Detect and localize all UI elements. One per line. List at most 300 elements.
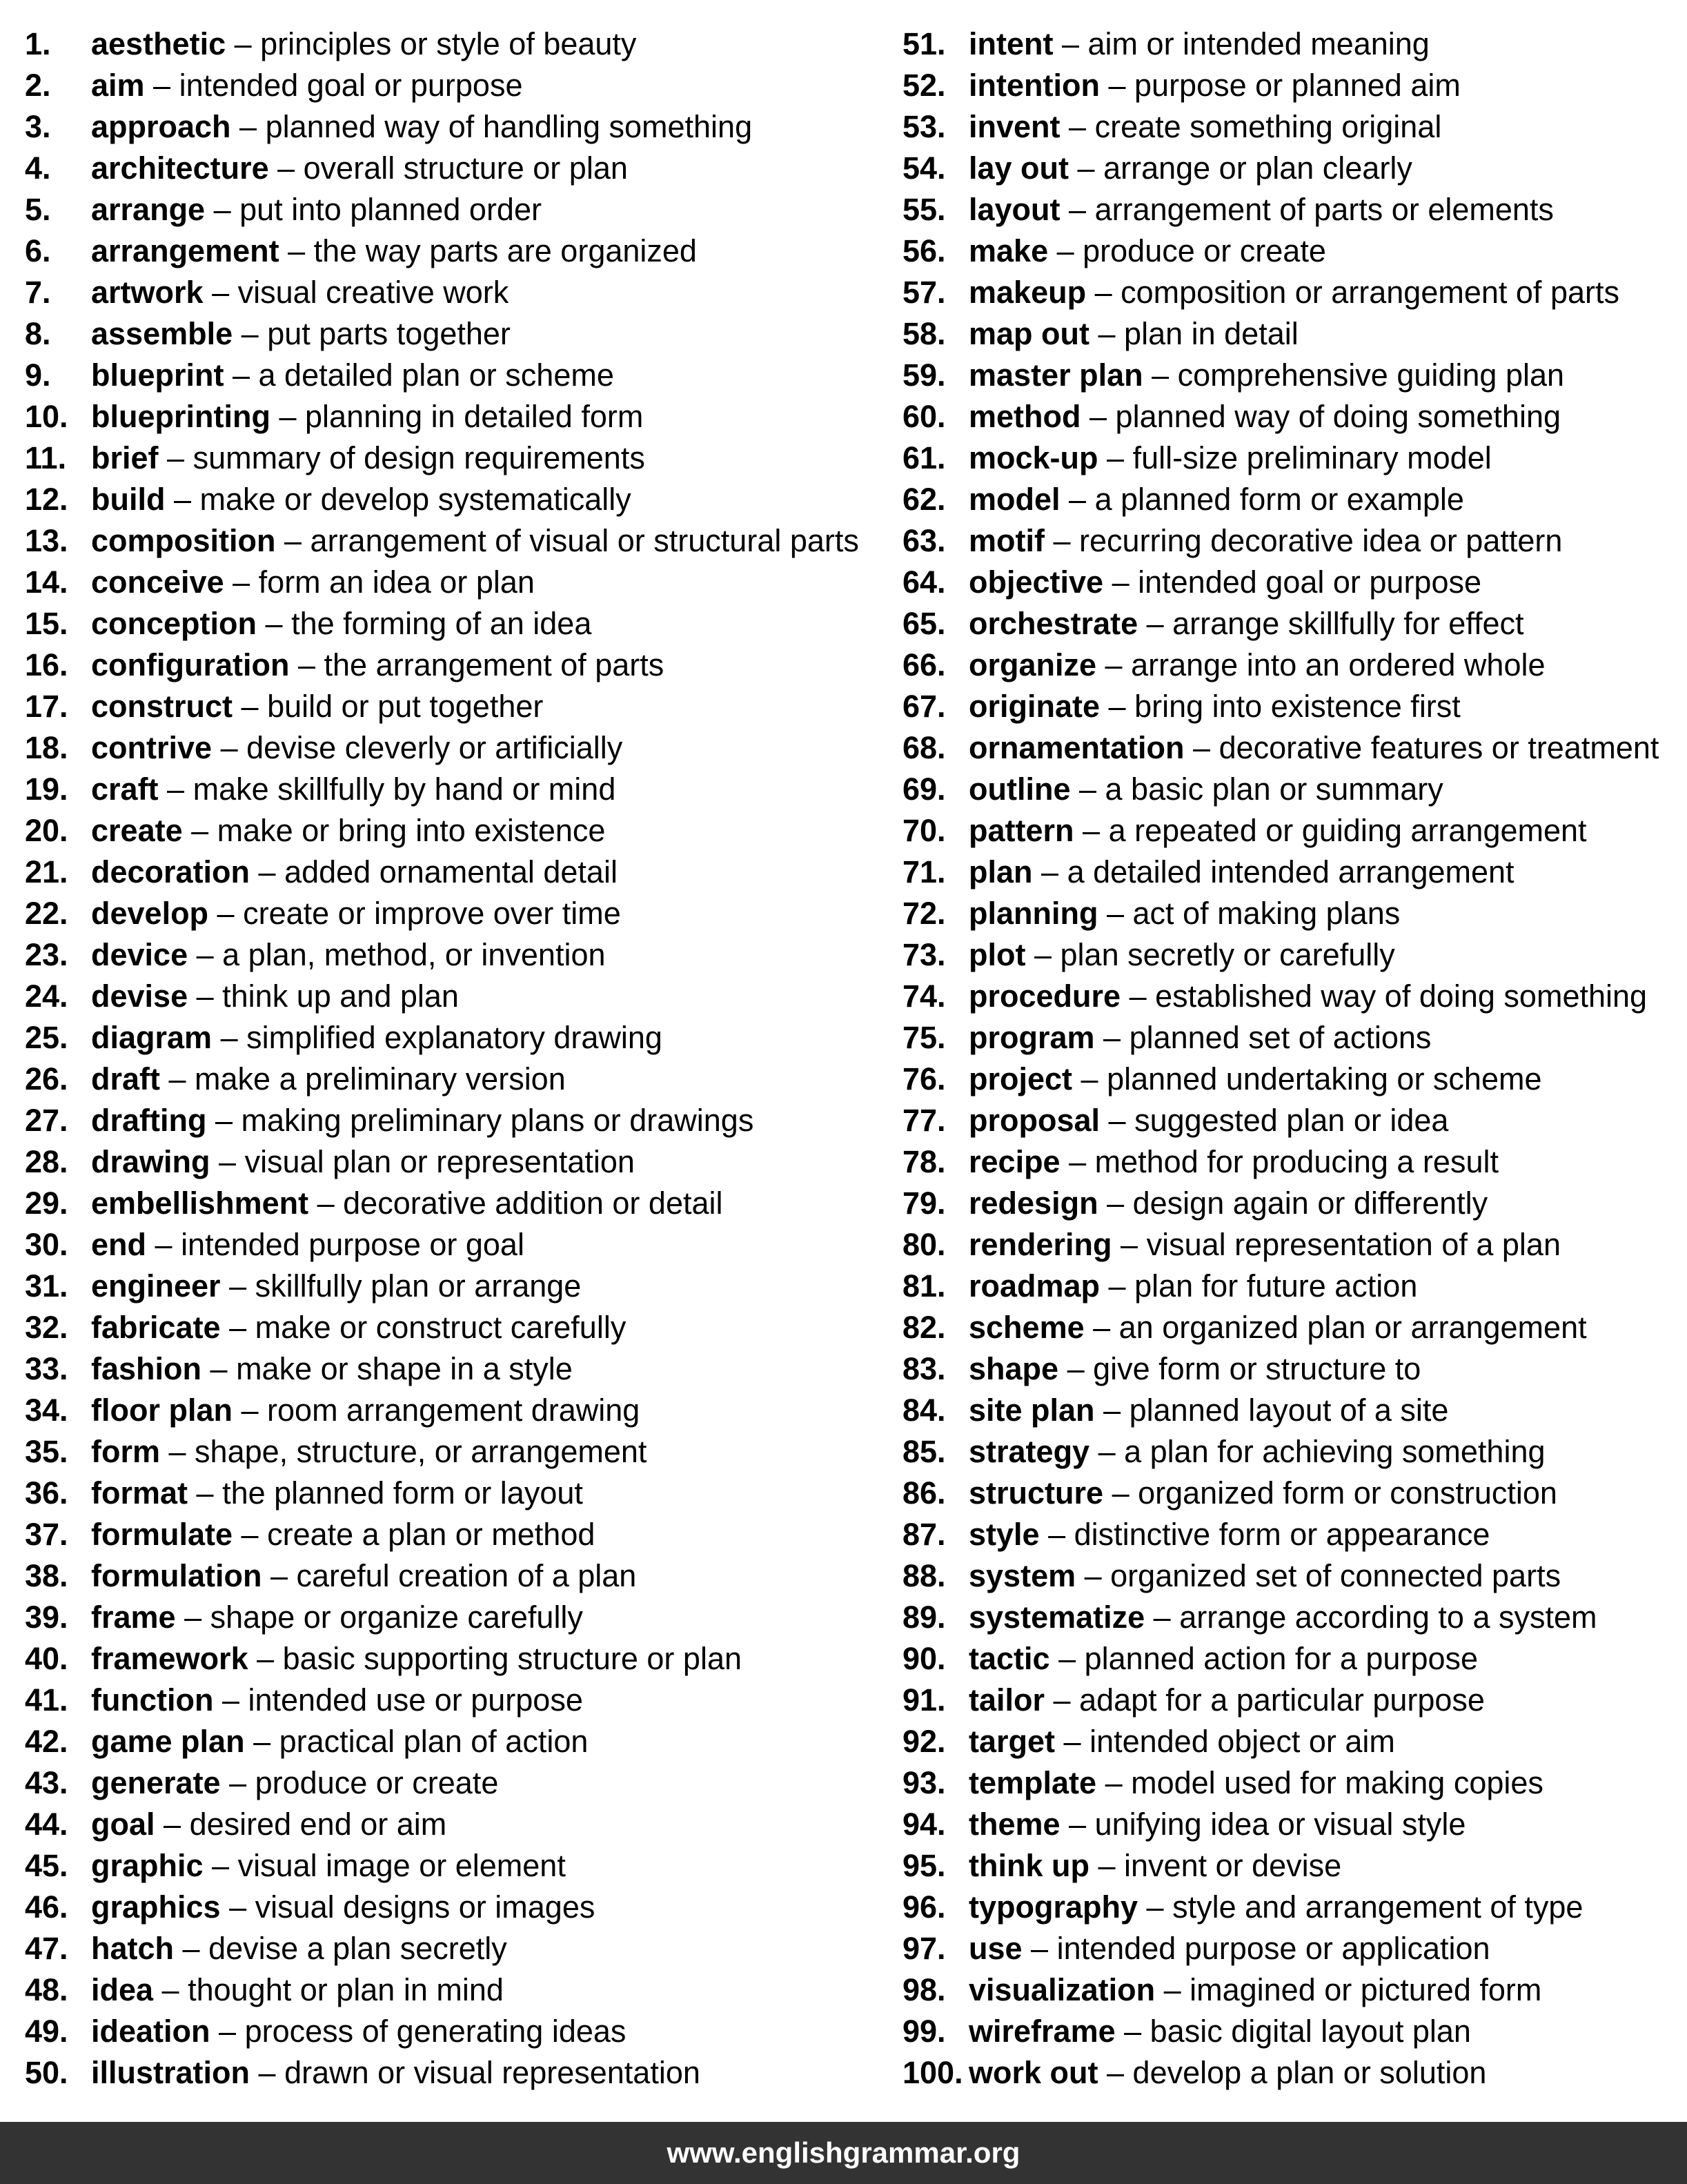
list-item	[902, 1307, 1675, 1348]
item-word: procedure	[969, 978, 1121, 1014]
item-number: 44.	[25, 1807, 68, 1842]
item-definition: intended use or purpose	[248, 1682, 583, 1718]
item-separator: –	[224, 357, 259, 393]
item-definition: a planned form or example	[1094, 482, 1464, 517]
item-definition: the planned form or layout	[222, 1475, 583, 1511]
item-definition: the way parts are organized	[313, 233, 697, 268]
item-separator: –	[1060, 1144, 1095, 1179]
item-definition: recurring decorative idea or pattern	[1079, 523, 1563, 558]
item-number: 41.	[25, 1682, 68, 1718]
item-number: 12.	[25, 482, 68, 517]
item-number: 57.	[902, 275, 946, 310]
item-number: 85.	[902, 1434, 946, 1469]
item-separator: –	[220, 1765, 255, 1800]
item-separator: –	[1094, 1020, 1129, 1055]
item-definition: plan secretly or carefully	[1060, 937, 1395, 972]
list-item	[902, 2052, 1675, 2094]
item-definition: comprehensive guiding plan	[1177, 357, 1565, 393]
item-definition: basic supporting structure or plan	[282, 1641, 742, 1676]
item-number: 1.	[25, 26, 51, 61]
list-item	[902, 396, 1675, 437]
item-definition: imagined or pictured form	[1190, 1972, 1542, 2007]
list-item	[25, 562, 880, 603]
item-word: end	[91, 1227, 147, 1262]
item-definition: drawn or visual representation	[284, 2055, 700, 2090]
item-number: 83.	[902, 1351, 946, 1386]
item-definition: intended purpose or application	[1056, 1931, 1490, 1966]
item-definition: create something original	[1094, 109, 1442, 144]
list-item	[902, 189, 1675, 230]
list-item	[25, 313, 880, 355]
list-item	[25, 1348, 880, 1390]
item-number: 32.	[25, 1310, 68, 1345]
item-word: think up	[969, 1848, 1089, 1883]
item-separator: –	[188, 1475, 223, 1511]
item-number: 61.	[902, 440, 946, 475]
item-word: program	[969, 1020, 1095, 1055]
item-separator: –	[220, 1310, 255, 1345]
item-definition: arrangement of visual or structural parts	[310, 523, 859, 558]
item-definition: planned way of doing something	[1115, 399, 1561, 434]
item-word: orchestrate	[969, 606, 1138, 641]
list-item	[25, 1514, 880, 1555]
list-item	[902, 976, 1675, 1017]
item-number: 93.	[902, 1765, 946, 1800]
item-word: brief	[91, 440, 159, 475]
item-separator: –	[174, 1931, 209, 1966]
item-definition: design again or differently	[1132, 1186, 1488, 1221]
list-item	[902, 1680, 1675, 1721]
list-item	[902, 230, 1675, 272]
list-item	[902, 1059, 1675, 1100]
list-item	[25, 645, 880, 686]
item-definition: shape, structure, or arrangement	[195, 1434, 647, 1469]
item-definition: model used for making copies	[1131, 1765, 1543, 1800]
item-definition: build or put together	[267, 689, 544, 724]
item-definition: purpose or planned aim	[1134, 68, 1461, 103]
item-separator: –	[262, 1558, 297, 1593]
list-item	[902, 852, 1675, 893]
item-definition: summary of design requirements	[193, 440, 645, 475]
item-definition: visual image or element	[237, 1848, 566, 1883]
item-number: 71.	[902, 854, 946, 889]
item-definition: planning in detailed form	[305, 399, 644, 434]
item-number: 99.	[902, 2014, 946, 2049]
item-separator: –	[1055, 1724, 1090, 1759]
item-definition: visual designs or images	[255, 1889, 595, 1925]
item-separator: –	[232, 1393, 268, 1428]
item-definition: established way of doing something	[1155, 978, 1648, 1014]
item-word: conceive	[91, 564, 224, 600]
list-item	[25, 603, 880, 645]
item-separator: –	[1155, 1972, 1190, 2007]
item-separator: –	[1089, 1434, 1125, 1469]
item-separator: –	[1084, 1310, 1119, 1345]
list-item	[25, 396, 880, 437]
item-word: blueprinting	[91, 399, 270, 434]
item-number: 28.	[25, 1144, 68, 1179]
item-word: ideation	[91, 2014, 210, 2049]
item-separator: –	[1060, 109, 1095, 144]
item-definition: desired end or aim	[189, 1807, 447, 1842]
item-number: 24.	[25, 978, 68, 1014]
item-separator: –	[1060, 1807, 1095, 1842]
list-item	[902, 1266, 1675, 1307]
list-item	[902, 1473, 1675, 1514]
item-number: 18.	[25, 730, 68, 765]
item-word: drawing	[91, 1144, 210, 1179]
item-number: 49.	[25, 2014, 68, 2049]
item-word: ornamentation	[969, 730, 1185, 765]
item-number: 56.	[902, 233, 946, 268]
item-number: 46.	[25, 1889, 68, 1925]
item-number: 59.	[902, 357, 946, 393]
item-word: visualization	[969, 1972, 1156, 2007]
item-definition: devise a plan secretly	[208, 1931, 507, 1966]
item-definition: decorative addition or detail	[343, 1186, 723, 1221]
item-number: 65.	[902, 606, 946, 641]
item-separator: –	[1100, 1268, 1135, 1303]
item-word: layout	[969, 192, 1060, 227]
item-word: frame	[91, 1600, 176, 1635]
item-word: embellishment	[91, 1186, 309, 1221]
item-number: 87.	[902, 1517, 946, 1552]
item-word: strategy	[969, 1434, 1090, 1469]
item-number: 82.	[902, 1310, 946, 1345]
item-separator: –	[248, 1641, 283, 1676]
item-word: wireframe	[969, 2014, 1116, 2049]
item-number: 27.	[25, 1103, 68, 1138]
item-number: 21.	[25, 854, 68, 889]
item-number: 76.	[902, 1061, 946, 1096]
item-definition: a plan, method, or invention	[222, 937, 606, 972]
footer-banner	[0, 2122, 1687, 2184]
item-number: 29.	[25, 1186, 68, 1221]
item-word: illustration	[91, 2055, 250, 2090]
item-separator: –	[1094, 1393, 1129, 1428]
item-separator: –	[244, 1724, 279, 1759]
item-number: 26.	[25, 1061, 68, 1096]
item-definition: suggested plan or idea	[1134, 1103, 1449, 1138]
item-number: 67.	[902, 689, 946, 724]
item-number: 69.	[902, 771, 946, 807]
list-item	[25, 1555, 880, 1597]
word-list-right-column	[902, 23, 1675, 2094]
item-definition: a detailed plan or scheme	[258, 357, 614, 393]
item-number: 7.	[25, 275, 51, 310]
item-number: 92.	[902, 1724, 946, 1759]
list-item	[902, 313, 1675, 355]
item-definition: simplified explanatory drawing	[246, 1020, 662, 1055]
item-definition: overall structure or plan	[303, 150, 628, 186]
item-separator: –	[1089, 1848, 1125, 1883]
item-number: 11.	[25, 440, 67, 475]
item-number: 80.	[902, 1227, 946, 1262]
item-number: 86.	[902, 1475, 946, 1511]
item-separator: –	[208, 896, 244, 931]
item-word: construct	[91, 689, 233, 724]
list-item	[902, 1969, 1675, 2011]
list-item	[25, 1473, 880, 1514]
item-definition: create a plan or method	[267, 1517, 595, 1552]
item-separator: –	[233, 316, 268, 351]
item-definition: produce or create	[1083, 233, 1326, 268]
item-separator: –	[257, 606, 292, 641]
item-definition: make or shape in a style	[236, 1351, 573, 1386]
item-separator: –	[1053, 26, 1088, 61]
list-item	[25, 769, 880, 810]
item-definition: basic digital layout plan	[1150, 2014, 1471, 2049]
list-item	[902, 1638, 1675, 1680]
item-word: fabricate	[91, 1310, 221, 1345]
item-definition: visual plan or representation	[244, 1144, 635, 1179]
item-definition: plan in detail	[1124, 316, 1299, 351]
item-word: arrange	[91, 192, 206, 227]
item-separator: –	[153, 1972, 188, 2007]
item-word: planning	[969, 896, 1098, 931]
list-item	[902, 1597, 1675, 1638]
item-separator: –	[212, 730, 247, 765]
item-word: tailor	[969, 1682, 1045, 1718]
item-separator: –	[275, 523, 310, 558]
item-separator: –	[203, 275, 238, 310]
item-separator: –	[220, 1889, 255, 1925]
item-word: site plan	[969, 1393, 1095, 1428]
item-definition: making preliminary plans or drawings	[241, 1103, 754, 1138]
item-number: 4.	[25, 150, 51, 186]
item-number: 51.	[902, 26, 946, 61]
item-number: 17.	[25, 689, 68, 724]
item-separator: –	[1103, 564, 1138, 600]
item-separator: –	[213, 1682, 248, 1718]
item-number: 10.	[25, 399, 68, 434]
item-word: invent	[969, 109, 1060, 144]
item-separator: –	[1112, 1227, 1147, 1262]
item-separator: –	[1039, 1517, 1074, 1552]
item-word: proposal	[969, 1103, 1101, 1138]
list-item	[25, 1762, 880, 1804]
item-separator: –	[1096, 647, 1132, 682]
list-item	[902, 272, 1675, 313]
item-word: game plan	[91, 1724, 245, 1759]
footer-url[interactable]: www.englishgrammar.org	[667, 2136, 1020, 2169]
item-word: plot	[969, 937, 1026, 972]
item-separator: –	[201, 1351, 237, 1386]
item-definition: devise cleverly or artificially	[246, 730, 623, 765]
list-item	[25, 1597, 880, 1638]
list-item	[25, 1721, 880, 1762]
list-item	[902, 1183, 1675, 1224]
item-number: 35.	[25, 1434, 68, 1469]
item-number: 79.	[902, 1186, 946, 1221]
list-item	[25, 1307, 880, 1348]
item-definition: arrangement of parts or elements	[1094, 192, 1554, 227]
item-number: 94.	[902, 1807, 946, 1842]
item-definition: intended object or aim	[1089, 1724, 1395, 1759]
item-number: 96.	[902, 1889, 946, 1925]
item-number: 25.	[25, 1020, 68, 1055]
list-item	[902, 1431, 1675, 1473]
item-number: 30.	[25, 1227, 68, 1262]
item-definition: planned way of handling something	[265, 109, 753, 144]
list-item	[25, 520, 880, 562]
item-word: intention	[969, 68, 1100, 103]
item-word: fashion	[91, 1351, 202, 1386]
item-number: 95.	[902, 1848, 946, 1883]
item-number: 72.	[902, 896, 946, 931]
item-definition: form an idea or plan	[258, 564, 535, 600]
item-word: pattern	[969, 813, 1074, 848]
list-item	[25, 1183, 880, 1224]
item-word: drafting	[91, 1103, 207, 1138]
list-item	[25, 1845, 880, 1887]
item-number: 60.	[902, 399, 946, 434]
item-separator: –	[182, 813, 217, 848]
item-word: originate	[969, 689, 1101, 724]
item-definition: visual representation of a plan	[1146, 1227, 1561, 1262]
item-word: contrive	[91, 730, 213, 765]
item-word: aesthetic	[91, 26, 226, 61]
item-separator: –	[1121, 978, 1156, 1014]
item-word: redesign	[969, 1186, 1098, 1221]
list-item	[25, 1680, 880, 1721]
list-item	[25, 1390, 880, 1431]
item-separator: –	[165, 482, 200, 517]
item-separator: –	[1099, 68, 1135, 103]
list-item	[25, 1804, 880, 1845]
item-word: motif	[969, 523, 1045, 558]
item-word: devise	[91, 978, 188, 1014]
item-definition: arrange or plan clearly	[1103, 150, 1412, 186]
list-item	[25, 1887, 880, 1928]
item-word: device	[91, 937, 188, 972]
item-definition: method for producing a result	[1094, 1144, 1499, 1179]
item-separator: –	[146, 1227, 181, 1262]
item-number: 9.	[25, 357, 51, 393]
list-item	[902, 769, 1675, 810]
item-number: 42.	[25, 1724, 68, 1759]
item-definition: distinctive form or appearance	[1074, 1517, 1490, 1552]
list-item	[25, 686, 880, 727]
item-separator: –	[203, 1848, 238, 1883]
item-definition: thought or plan in mind	[188, 1972, 504, 2007]
item-word: organize	[969, 647, 1097, 682]
item-number: 91.	[902, 1682, 946, 1718]
word-list-left-column	[25, 23, 880, 2094]
item-word: engineer	[91, 1268, 221, 1303]
item-word: project	[969, 1061, 1073, 1096]
item-number: 47.	[25, 1931, 68, 1966]
item-word: generate	[91, 1765, 221, 1800]
list-item	[25, 852, 880, 893]
item-word: makeup	[969, 275, 1087, 310]
list-item	[25, 934, 880, 976]
item-separator: –	[210, 2014, 245, 2049]
list-item	[25, 1100, 880, 1141]
item-number: 74.	[902, 978, 946, 1014]
item-number: 90.	[902, 1641, 946, 1676]
item-definition: full-size preliminary model	[1132, 440, 1492, 475]
item-separator: –	[1072, 1061, 1107, 1096]
item-definition: develop a plan or solution	[1132, 2055, 1487, 2090]
list-item	[902, 1348, 1675, 1390]
item-definition: create or improve over time	[243, 896, 621, 931]
item-number: 3.	[25, 109, 51, 144]
list-item	[25, 1059, 880, 1100]
item-number: 16.	[25, 647, 68, 682]
list-item	[25, 355, 880, 396]
item-number: 8.	[25, 316, 51, 351]
list-item	[902, 1555, 1675, 1597]
item-word: graphic	[91, 1848, 204, 1883]
item-separator: –	[250, 2055, 285, 2090]
item-definition: plan for future action	[1134, 1268, 1418, 1303]
item-number: 43.	[25, 1765, 68, 1800]
item-word: develop	[91, 896, 209, 931]
list-item	[902, 355, 1675, 396]
list-item	[25, 23, 880, 65]
item-definition: think up and plan	[222, 978, 459, 1014]
item-separator: –	[1089, 316, 1125, 351]
item-definition: an organized plan or arrangement	[1118, 1310, 1587, 1345]
list-item	[902, 23, 1675, 65]
item-definition: principles or style of beauty	[260, 26, 637, 61]
item-separator: –	[206, 1103, 241, 1138]
item-separator: –	[1184, 730, 1219, 765]
item-separator: –	[1138, 1889, 1173, 1925]
item-separator: –	[1044, 523, 1080, 558]
item-number: 33.	[25, 1351, 68, 1386]
list-item	[25, 727, 880, 769]
item-number: 84.	[902, 1393, 946, 1428]
item-definition: bring into existence first	[1134, 689, 1461, 724]
item-separator: –	[1070, 771, 1105, 807]
item-word: recipe	[969, 1144, 1060, 1179]
list-item	[902, 1721, 1675, 1762]
list-item	[902, 65, 1675, 106]
item-separator: –	[226, 26, 261, 61]
list-item	[902, 148, 1675, 189]
item-separator: –	[1081, 399, 1116, 434]
list-item	[902, 934, 1675, 976]
list-item	[25, 106, 880, 148]
list-item	[902, 810, 1675, 852]
item-number: 98.	[902, 1972, 946, 2007]
list-item	[25, 1141, 880, 1183]
item-separator: –	[1100, 689, 1135, 724]
item-separator: –	[1048, 233, 1083, 268]
list-item	[902, 1928, 1675, 1969]
item-word: tactic	[969, 1641, 1050, 1676]
item-separator: –	[1145, 1600, 1180, 1635]
item-number: 15.	[25, 606, 68, 641]
item-separator: –	[160, 1434, 195, 1469]
list-item	[902, 1017, 1675, 1059]
item-word: framework	[91, 1641, 248, 1676]
item-separator: –	[1115, 2014, 1150, 2049]
item-number: 48.	[25, 1972, 68, 2007]
item-definition: put parts together	[267, 316, 511, 351]
list-item	[902, 1514, 1675, 1555]
item-number: 31.	[25, 1268, 68, 1303]
list-item	[25, 1638, 880, 1680]
item-definition: make a preliminary version	[195, 1061, 566, 1096]
item-word: objective	[969, 564, 1104, 600]
item-word: format	[91, 1475, 188, 1511]
item-word: use	[969, 1931, 1023, 1966]
item-separator: –	[1098, 896, 1133, 931]
list-item	[25, 1431, 880, 1473]
